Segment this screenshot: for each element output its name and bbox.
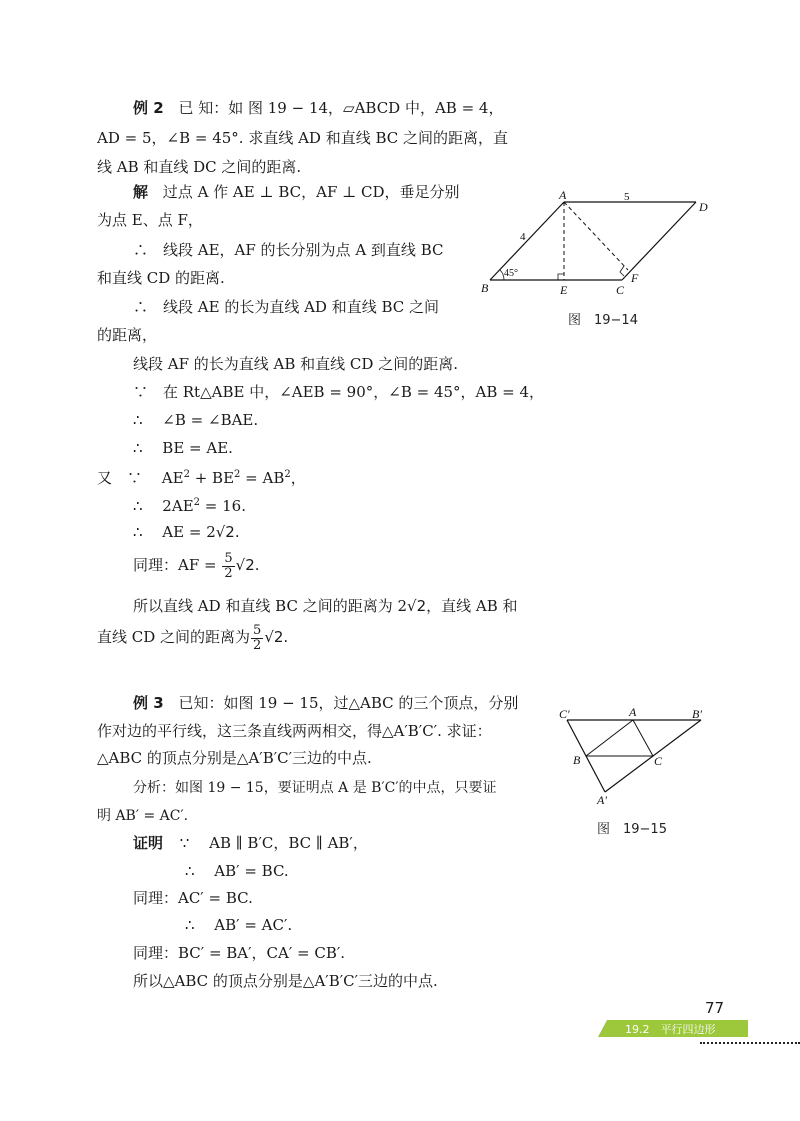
sqrt-2: √2. (215, 523, 240, 541)
right-angle-e (558, 274, 564, 280)
eq-ae: 又 ∵ AE (97, 469, 184, 487)
conclusion-line1 (133, 596, 518, 616)
label-b: B (573, 753, 581, 767)
sqrt-2d: √2. (264, 628, 289, 646)
eq-2ae: ∴ 2AE (133, 497, 194, 515)
example3-line1: 已知：如图 19 − 15，过△ABC 的三个顶点，分别 (178, 694, 519, 712)
page-number: 77 (705, 999, 725, 1017)
example3-label: 例 3 (133, 694, 164, 712)
label-f: F (631, 271, 639, 285)
solution-label: 解 (133, 183, 149, 201)
frac-denominator-b: 2 (253, 637, 262, 653)
segment-ab (490, 202, 564, 280)
label-b-prime: B′ (692, 707, 702, 721)
frac-numerator-b: 5 (253, 622, 262, 638)
label-a: A (629, 705, 637, 719)
proof-text-1: ∵ AB ∥ B′C，BC ∥ AB′， (179, 834, 368, 852)
section-title: 19.2 平行四边形 (625, 1023, 716, 1036)
example2-line1: 已 知：如 图 19 − 14，▱ABCD 中，AB = 4， (178, 99, 504, 117)
label-c: C (616, 283, 625, 297)
solution-line8: ∵ 在 Rt△ABE 中，∠AEB = 90°，∠B = 45°，AB = 4， (133, 383, 545, 401)
frac-denominator: 2 (224, 565, 233, 581)
solution-line7: 线段 AF 的长为直线 AB 和直线 CD 之间的距离. (133, 355, 458, 373)
solution-line13 (133, 522, 240, 542)
solution-line9: ∴ ∠B = ∠BAE. (133, 411, 259, 429)
solution-line2: 为点 E、点 F， (97, 211, 203, 229)
segment-ac (633, 720, 653, 756)
fraction-5-2b (251, 624, 263, 653)
label-angle: 45° (504, 268, 518, 279)
sup-2c: 2 (284, 469, 291, 480)
sup-2b: 2 (234, 469, 241, 480)
segment-cd (622, 202, 696, 280)
solution-line5: ∴ 线段 AE 的长为直线 AD 和直线 BC 之间 (133, 298, 440, 316)
segment-af (564, 202, 628, 270)
example2-label: 例 2 (133, 99, 164, 117)
proof-line1 (133, 833, 368, 853)
figure-19-14-caption: 图 19−14 (568, 313, 638, 328)
proof-line6: 所以△ABC 的顶点分别是△A′B′C′三边的中点. (133, 972, 438, 990)
label-a-prime: A′ (597, 793, 607, 807)
proof-line2: ∴ AB′ = BC. (185, 862, 289, 880)
frac-numerator: 5 (224, 550, 233, 566)
analysis-line2: 明 AB′ = AC′. (97, 808, 189, 824)
solution-line3: ∴ 线段 AE，AF 的长分别为点 A 到直线 BC (133, 241, 444, 259)
proof-line4: ∴ AB′ = AC′. (185, 916, 293, 934)
solution-line4: 和直线 CD 的距离. (97, 269, 225, 287)
label-c-prime: C′ (559, 707, 570, 721)
solution-line11: 又 ∵ $AE^2 + BE^2 = AB^2$， (97, 469, 306, 487)
conclusion-a: 所以直线 AD 和直线 BC 之间的距离为 2 (133, 597, 408, 615)
solution-text-1: 过点 A 作 AE ⊥ BC，AF ⊥ CD，垂足分别 (162, 183, 460, 201)
solution-line6: 的距离， (97, 326, 158, 344)
example2-line3: 线 AB 和直线 DC 之间的距离. (97, 158, 302, 176)
solution-line10: ∴ BE = AE. (133, 439, 233, 457)
eq-be: + BE (189, 469, 235, 487)
sqrt-2c: √2 (407, 597, 427, 615)
label-e: E (560, 283, 568, 297)
figure-19-15-caption: 图 19−15 (597, 822, 667, 837)
fraction-5-2 (222, 552, 234, 581)
eq-ae-value: ∴ AE = 2 (133, 523, 216, 541)
eq-16: = 16. (200, 497, 246, 515)
sup-2d: 2 (193, 497, 201, 508)
conclusion-line2 (97, 620, 288, 654)
sqrt-2b: √2. (235, 556, 260, 574)
sup-2: 2 (183, 469, 190, 480)
label-a: A (559, 190, 567, 202)
solution-line14 (133, 548, 260, 582)
example3-line2: 作对边的平行线，这三条直线两两相交，得△A′B′C′. 求证： (97, 722, 492, 740)
example3-title-line (133, 693, 518, 713)
example2-title-line (133, 98, 503, 118)
conclusion-c: 直线 CD 之间的距离为 (97, 628, 251, 646)
label-c: C (654, 754, 663, 768)
label-d: D (699, 200, 708, 214)
eq-af: 同理：AF = (133, 556, 222, 574)
label-side-ad: 5 (624, 191, 630, 203)
analysis-line1: 分析：如图 19 − 15，要证明点 A 是 B′C′的中点，只要证 (133, 780, 497, 796)
example3-line3: △ABC 的顶点分别是△A′B′C′三边的中点. (97, 749, 372, 767)
proof-line3: 同理：AC′ = BC. (133, 889, 253, 907)
conclusion-b: ，直线 AB 和 (426, 597, 518, 615)
eq-ab: = AB (240, 469, 285, 487)
figure-19-15 (555, 704, 715, 814)
dotted-rule (700, 1042, 800, 1046)
label-side-ab: 4 (520, 231, 526, 243)
proof-label: 证明 (133, 834, 164, 852)
figure-19-14 (478, 190, 718, 300)
proof-line5: 同理：BC′ = BA′，CA′ = CB′. (133, 944, 346, 962)
solution-line12 (133, 493, 246, 516)
example2-line2: AD = 5，∠B = 45°. 求直线 AD 和直线 BC 之间的距离，直 (97, 129, 509, 147)
right-angle-f (620, 266, 624, 276)
solution-line1 (133, 182, 460, 202)
segment-ab (586, 720, 633, 756)
label-b: B (481, 281, 489, 295)
